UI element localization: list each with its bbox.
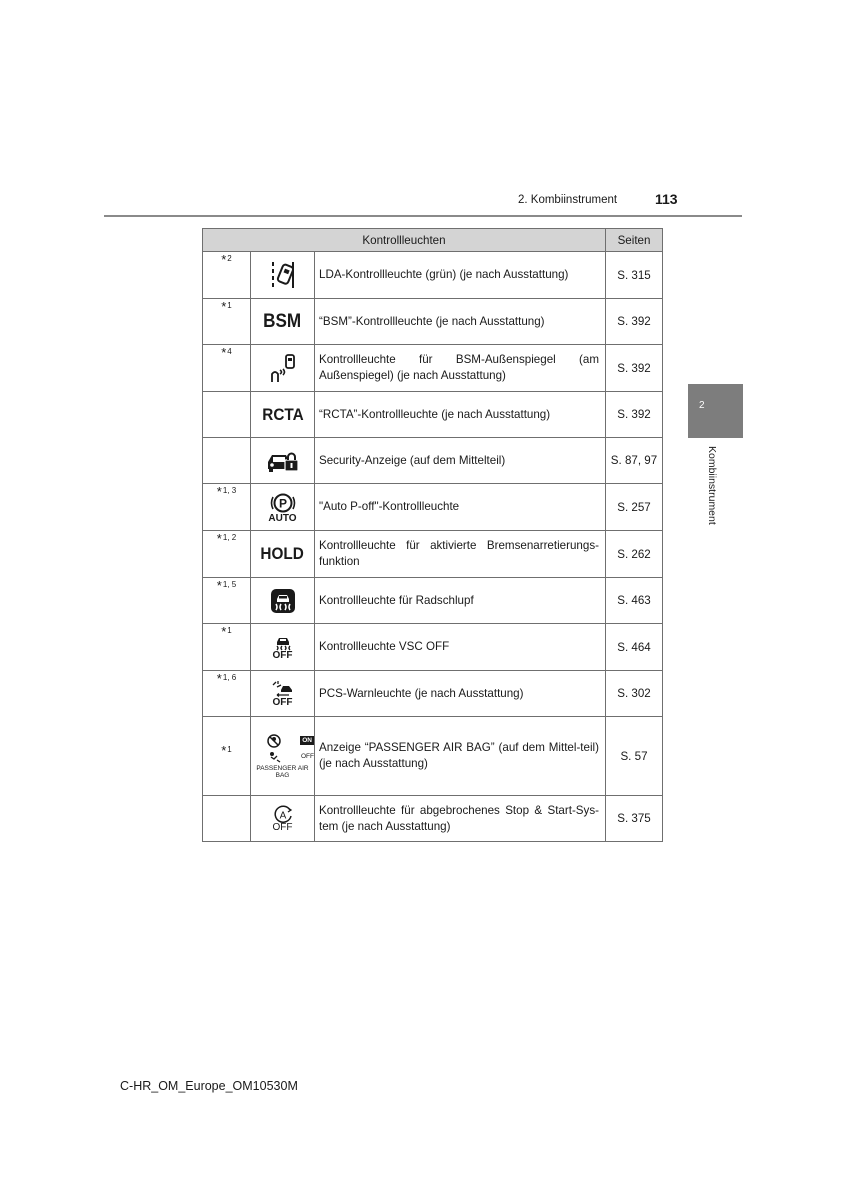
table-row — [203, 484, 663, 531]
table-row — [203, 531, 663, 578]
table-row — [203, 624, 663, 671]
bsm-text-icon: BSM — [251, 299, 315, 345]
page-reference: S. 463 — [606, 578, 663, 624]
chapter-number: 2 — [699, 400, 705, 411]
description: Kontrollleuchte für abgebrochenes Stop & Start-Sys-tem (je nach Ausstattung) — [315, 796, 606, 842]
table-row — [203, 671, 663, 717]
description: LDA-Kontrollleuchte (grün) (je nach Ausstattung) — [315, 252, 606, 299]
table-row — [203, 438, 663, 484]
description: “RCTA”-Kontrollleuchte (je nach Ausstattung) — [315, 392, 606, 438]
header-kontrollleuchten: Kontrollleuchten — [203, 229, 606, 252]
table-row — [203, 252, 663, 299]
description: Anzeige “PASSENGER AIR BAG” (auf dem Mittel-teil) (je nach Ausstattung) — [315, 717, 606, 796]
pcs-warning-icon: OFF — [251, 671, 315, 717]
footnote-mark — [203, 392, 251, 438]
chapter-tab — [688, 384, 743, 438]
security-car-lock-icon — [251, 438, 315, 484]
page-reference: S. 464 — [606, 624, 663, 671]
page-reference: S. 257 — [606, 484, 663, 531]
description: "Auto P-off"-Kontrollleuchte — [315, 484, 606, 531]
table-row — [203, 796, 663, 842]
stop-start-off-icon: A OFF — [251, 796, 315, 842]
description: Kontrollleuchte für BSM-Außenspiegel (am Außenspiegel) (je nach Ausstattung) — [315, 345, 606, 392]
page-reference: S. 375 — [606, 796, 663, 842]
page-reference: S. 302 — [606, 671, 663, 717]
footnote-mark: *$^4$ — [203, 345, 251, 392]
footnote-mark: *$^1$ — [203, 717, 251, 796]
indicator-table — [202, 228, 663, 842]
footnote-mark: *$^{1, 2}$ — [203, 531, 251, 578]
auto-p-off-icon: P AUTO — [251, 484, 315, 531]
footnote-mark: *$^{1, 3}$ — [203, 484, 251, 531]
svg-text:P: P — [278, 496, 287, 510]
page-number: 113 — [655, 191, 678, 207]
footnote-mark: *$^1$ — [203, 299, 251, 345]
page-reference: S. 392 — [606, 392, 663, 438]
page-reference: S. 392 — [606, 299, 663, 345]
table-row — [203, 578, 663, 624]
description: PCS-Warnleuchte (je nach Ausstattung) — [315, 671, 606, 717]
page-reference: S. 57 — [606, 717, 663, 796]
rcta-text-icon: RCTA — [251, 392, 315, 438]
document-code: C-HR_OM_Europe_OM10530M — [120, 1079, 298, 1093]
page-reference: S. 87, 97 — [606, 438, 663, 484]
vsc-off-icon: OFF — [251, 624, 315, 671]
chapter-title: Kombiinstrument — [706, 446, 718, 525]
footnote-mark: *$^{1, 6}$ — [203, 671, 251, 717]
lane-departure-alert-icon — [251, 252, 315, 299]
table-row — [203, 345, 663, 392]
header-rule — [104, 215, 742, 217]
header-seiten: Seiten — [606, 229, 663, 252]
description: Kontrollleuchte für aktivierte Bremsenarretierungs-funktion — [315, 531, 606, 578]
footnote-mark: *$^2$ — [203, 252, 251, 299]
description: “BSM”-Kontrollleuchte (je nach Ausstattung) — [315, 299, 606, 345]
description: Kontrollleuchte für Radschlupf — [315, 578, 606, 624]
table-row — [203, 717, 663, 796]
svg-text:A: A — [279, 810, 286, 822]
slip-indicator-icon — [251, 578, 315, 624]
page-reference: S. 315 — [606, 252, 663, 299]
running-head: 2. Kombiinstrument — [518, 194, 618, 206]
footnote-mark — [203, 438, 251, 484]
bsm-outside-mirror-icon — [251, 345, 315, 392]
table-row — [203, 299, 663, 345]
table-row — [203, 392, 663, 438]
footnote-mark: *$^1$ — [203, 624, 251, 671]
page-reference: S. 262 — [606, 531, 663, 578]
description: Security-Anzeige (auf dem Mittelteil) — [315, 438, 606, 484]
hold-text-icon: HOLD — [251, 531, 315, 578]
page-reference: S. 392 — [606, 345, 663, 392]
description: Kontrollleuchte VSC OFF — [315, 624, 606, 671]
footnote-mark — [203, 796, 251, 842]
table-header-row — [203, 229, 663, 252]
passenger-airbag-icon: ON OFF PASSENGER AIR BAG — [251, 717, 315, 796]
footnote-mark: *$^{1, 5}$ — [203, 578, 251, 624]
